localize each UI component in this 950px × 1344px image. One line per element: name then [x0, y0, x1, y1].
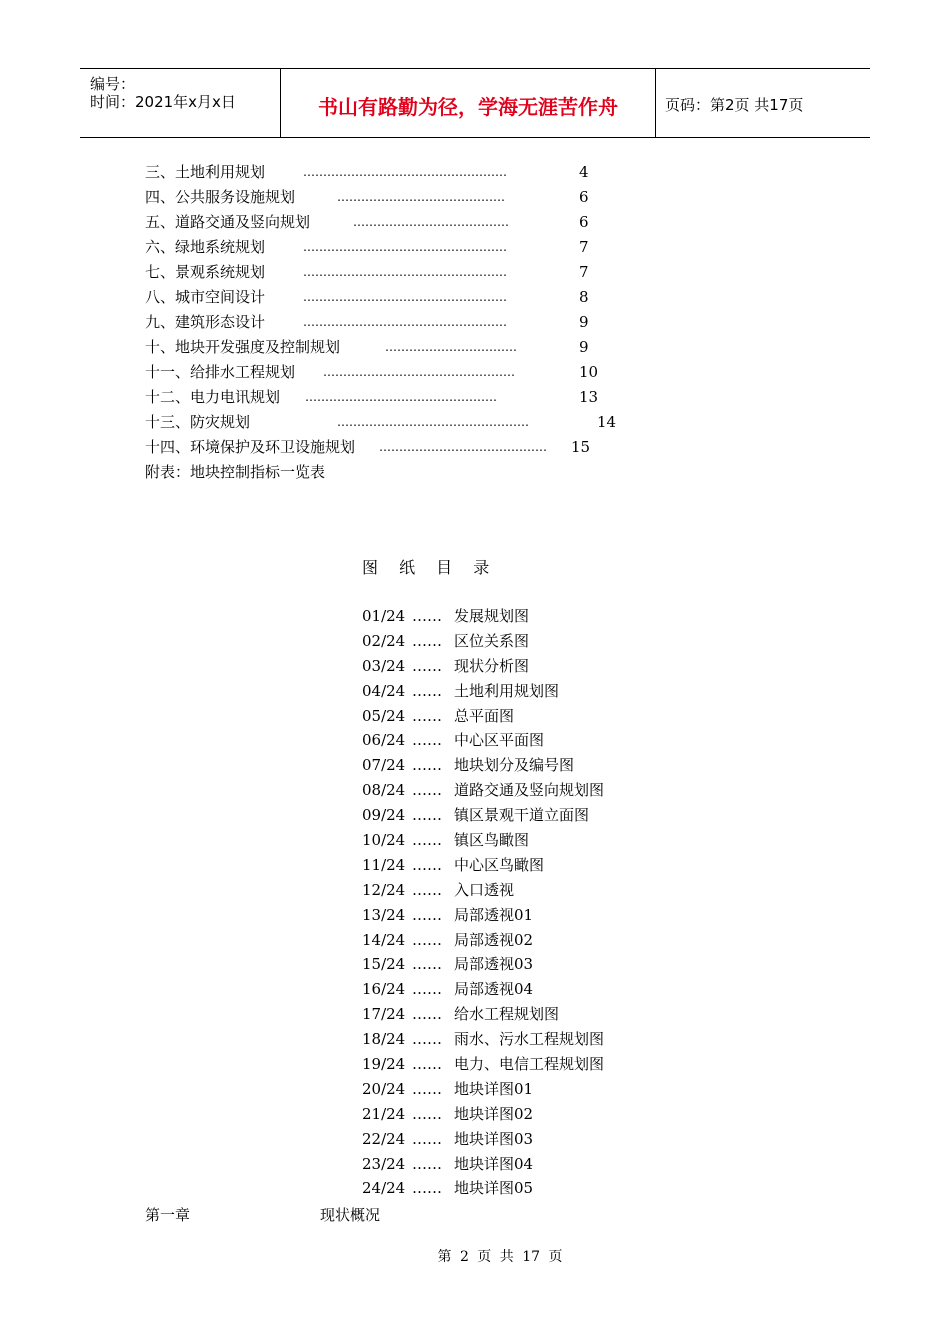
- drawing-name: 局部透视03: [454, 955, 534, 974]
- drawing-leader-dots: ……: [412, 806, 442, 825]
- drawing-number: 13/24: [362, 905, 406, 924]
- drawing-number: 05/24: [362, 706, 406, 725]
- toc-entry-title: 四、公共服务设施规划: [145, 188, 296, 206]
- drawing-row: [362, 878, 604, 903]
- toc-page-number: 9: [579, 338, 589, 356]
- toc-page-number: 10: [579, 363, 599, 381]
- drawing-name: 道路交通及竖向规划图: [454, 781, 605, 800]
- drawing-name: 镇区鸟瞰图: [454, 831, 530, 850]
- drawing-name: 发展规划图: [454, 607, 530, 625]
- toc-entry-title: 附表：地块控制指标一览表: [145, 463, 326, 481]
- drawing-name: 区位关系图: [454, 631, 530, 650]
- toc-page-number: 9: [579, 313, 589, 331]
- drawing-row: [362, 629, 604, 654]
- drawing-leader-dots: ……: [412, 656, 442, 675]
- drawing-number: 16/24: [362, 980, 406, 999]
- drawing-number: 09/24: [362, 806, 406, 825]
- drawing-row: [362, 903, 604, 928]
- drawing-name: 镇区景观干道立面图: [454, 806, 590, 825]
- drawing-name: 雨水、污水工程规划图: [454, 1030, 605, 1049]
- chapter-title: 现状概况: [320, 1206, 381, 1224]
- toc-leader-dots: ……………………………………: [379, 440, 547, 454]
- toc-leader-dots: …………………………………………: [305, 390, 497, 404]
- drawing-leader-dots: ……: [412, 1005, 442, 1024]
- drawing-leader-dots: ……: [412, 955, 442, 974]
- page-footer: 第 2 页 共 17 页: [437, 1249, 563, 1265]
- drawing-leader-dots: ……: [412, 706, 442, 725]
- drawing-name: 中心区鸟瞰图: [454, 855, 545, 874]
- drawings-list-title: 图 纸 目 录: [362, 558, 498, 577]
- drawing-row: [362, 1102, 604, 1127]
- toc-leader-dots: ……………………………………………: [303, 165, 507, 179]
- drawing-name: 地块详图01: [454, 1079, 534, 1098]
- drawing-leader-dots: ……: [412, 1154, 442, 1173]
- toc-entry-title: 十三、防灾规划: [145, 413, 251, 431]
- toc-page-number: 15: [571, 438, 591, 456]
- drawing-leader-dots: ……: [412, 731, 442, 750]
- drawing-leader-dots: ……: [412, 681, 442, 700]
- toc-entry-title: 九、建筑形态设计: [145, 313, 266, 331]
- drawing-number: 01/24: [362, 607, 406, 625]
- toc-page-number: 8: [579, 288, 589, 306]
- drawing-row: [362, 778, 604, 803]
- drawings-list: [362, 604, 604, 1201]
- drawing-name: 现状分析图: [454, 656, 530, 675]
- drawing-number: 17/24: [362, 1005, 406, 1024]
- drawing-leader-dots: ……: [412, 831, 442, 850]
- toc-page-number: 7: [579, 263, 589, 281]
- drawing-row: [362, 728, 604, 753]
- drawing-row: [362, 679, 604, 704]
- toc-entry-title: 十四、环境保护及环卫设施规划: [145, 438, 356, 456]
- drawing-leader-dots: ……: [412, 905, 442, 924]
- drawing-name: 总平面图: [454, 706, 515, 725]
- drawing-name: 局部透视01: [454, 905, 534, 924]
- drawing-number: 23/24: [362, 1154, 406, 1173]
- toc-page-number: 7: [579, 238, 589, 256]
- drawing-row: [362, 803, 604, 828]
- drawing-leader-dots: ……: [412, 1104, 442, 1123]
- drawing-name: 地块划分及编号图: [454, 756, 575, 775]
- drawing-number: 24/24: [362, 1179, 406, 1198]
- toc-leader-dots: ……………………………………………: [303, 265, 507, 279]
- drawing-number: 19/24: [362, 1055, 406, 1074]
- drawing-row: [362, 753, 604, 778]
- toc-entry-title: 五、道路交通及竖向规划: [145, 213, 311, 231]
- drawing-number: 10/24: [362, 831, 406, 850]
- drawing-leader-dots: ……: [412, 631, 442, 650]
- drawing-row: [362, 928, 604, 953]
- drawing-leader-dots: ……: [412, 1129, 442, 1148]
- drawing-row: [362, 1052, 604, 1077]
- drawing-row: [362, 704, 604, 729]
- drawing-row: [362, 952, 604, 977]
- drawing-name: 地块详图04: [454, 1154, 534, 1173]
- drawing-number: 11/24: [362, 855, 406, 874]
- drawing-number: 14/24: [362, 930, 406, 949]
- toc-entry-title: 八、城市空间设计: [145, 288, 266, 306]
- toc-leader-dots: ……………………………………………: [303, 290, 507, 304]
- drawing-name: 局部透视02: [454, 930, 534, 949]
- drawing-number: 04/24: [362, 681, 406, 700]
- toc-entry-title: 六、绿地系统规划: [145, 238, 266, 256]
- drawing-leader-dots: ……: [412, 1079, 442, 1098]
- toc-page-number: 4: [579, 163, 589, 181]
- page-header: [80, 68, 870, 138]
- drawing-number: 22/24: [362, 1129, 406, 1148]
- toc-page-number: 14: [597, 413, 617, 431]
- drawing-row: [362, 1127, 604, 1152]
- drawing-row: [362, 1176, 604, 1201]
- toc-page-number: 13: [579, 388, 599, 406]
- drawing-leader-dots: ……: [412, 880, 442, 899]
- drawing-row: [362, 1152, 604, 1177]
- drawing-row: [362, 1002, 604, 1027]
- drawing-row: [362, 828, 604, 853]
- drawing-row: [362, 1027, 604, 1052]
- toc-entry-title: 三、土地利用规划: [145, 163, 266, 181]
- drawing-name: 给水工程规划图: [454, 1005, 560, 1024]
- drawing-number: 12/24: [362, 880, 406, 899]
- drawing-row: [362, 1077, 604, 1102]
- toc-leader-dots: …………………………………: [353, 215, 509, 229]
- drawing-leader-dots: ……: [412, 930, 442, 949]
- toc-page-number: 6: [579, 188, 589, 206]
- toc-leader-dots: ……………………………………………: [303, 315, 507, 329]
- drawing-number: 02/24: [362, 631, 406, 650]
- drawing-leader-dots: ……: [412, 607, 442, 625]
- header-page-info: 页码：第2页 共17页: [665, 96, 804, 114]
- header-meta: [80, 69, 280, 137]
- drawing-name: 地块详图02: [454, 1104, 534, 1123]
- drawing-name: 中心区平面图: [454, 731, 545, 750]
- toc-entry-title: 七、景观系统规划: [145, 263, 266, 281]
- doc-time-label: 时间：2021年x月x日: [90, 93, 236, 111]
- drawing-number: 15/24: [362, 955, 406, 974]
- drawing-row: [362, 977, 604, 1002]
- toc-page-number: 6: [579, 213, 589, 231]
- toc-leader-dots: ……………………………………: [337, 190, 505, 204]
- header-motto-cell: [280, 69, 656, 137]
- drawing-leader-dots: ……: [412, 1030, 442, 1049]
- toc-leader-dots: …………………………………………: [337, 415, 529, 429]
- header-page-cell: [655, 69, 870, 137]
- drawing-row: [362, 853, 604, 878]
- doc-number-label: 编号：: [90, 75, 136, 93]
- drawing-leader-dots: ……: [412, 781, 442, 800]
- toc-leader-dots: …………………………………………: [323, 365, 515, 379]
- toc-entry-title: 十、地块开发强度及控制规划: [145, 338, 341, 356]
- drawing-number: 20/24: [362, 1079, 406, 1098]
- drawing-name: 地块详图03: [454, 1129, 534, 1148]
- drawing-row: [362, 654, 604, 679]
- drawing-row: [362, 604, 604, 629]
- drawing-leader-dots: ……: [412, 980, 442, 999]
- drawing-name: 局部透视04: [454, 980, 534, 999]
- drawing-number: 06/24: [362, 731, 406, 750]
- drawing-leader-dots: ……: [412, 855, 442, 874]
- drawing-leader-dots: ……: [412, 1055, 442, 1074]
- drawing-name: 地块详图05: [454, 1179, 534, 1198]
- drawing-number: 21/24: [362, 1104, 406, 1123]
- drawing-name: 入口透视: [454, 880, 515, 899]
- header-motto: 书山有路勤为径，学海无涯苦作舟: [318, 95, 618, 119]
- drawing-number: 07/24: [362, 756, 406, 775]
- drawing-leader-dots: ……: [412, 756, 442, 775]
- toc-entry-title: 十一、给排水工程规划: [145, 363, 296, 381]
- chapter-label: 第一章: [145, 1206, 191, 1224]
- drawing-name: 土地利用规划图: [454, 681, 560, 700]
- drawing-name: 电力、电信工程规划图: [454, 1055, 605, 1074]
- drawing-number: 18/24: [362, 1030, 406, 1049]
- drawing-number: 08/24: [362, 781, 406, 800]
- drawing-leader-dots: ……: [412, 1179, 442, 1198]
- toc-entry-title: 十二、电力电讯规划: [145, 388, 281, 406]
- drawing-number: 03/24: [362, 656, 406, 675]
- toc-leader-dots: ……………………………: [385, 340, 517, 354]
- toc-leader-dots: ……………………………………………: [303, 240, 507, 254]
